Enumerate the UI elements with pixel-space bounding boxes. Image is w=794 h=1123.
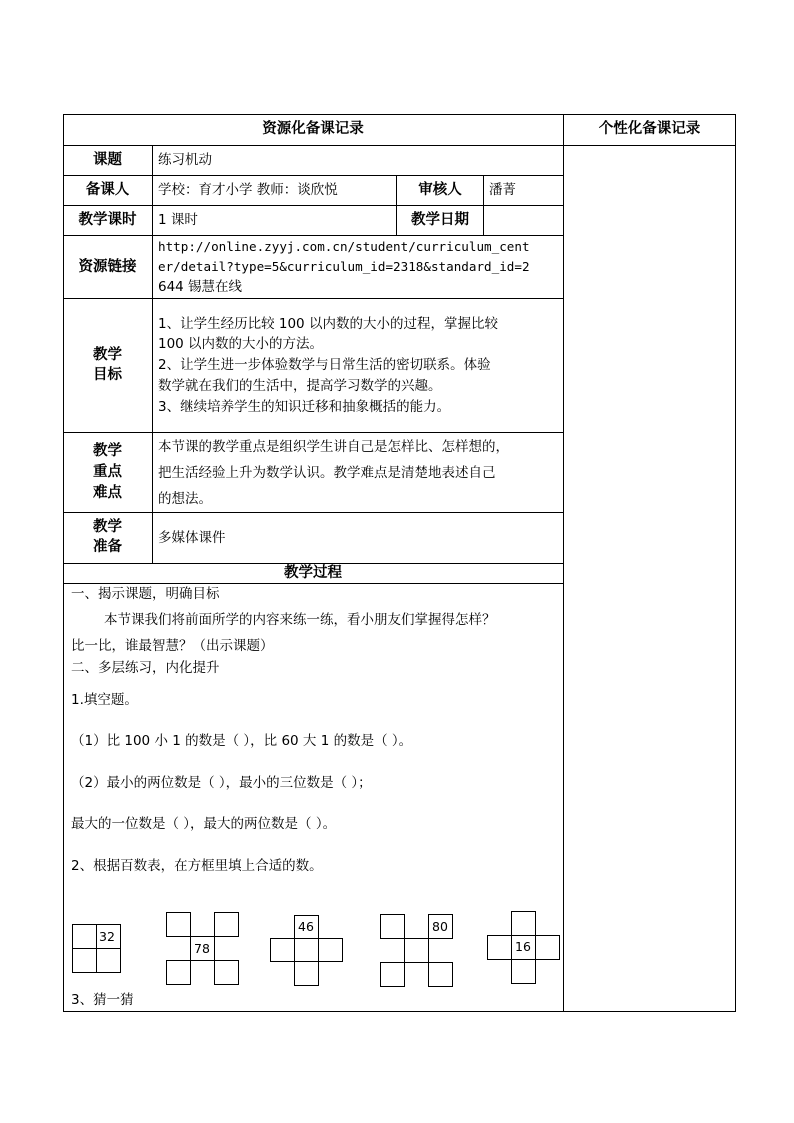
exercise-title: 1.填空题。: [71, 692, 138, 708]
key-points-label: 教学: [93, 443, 122, 459]
process-heading: 二、多层练习，内化提升: [71, 660, 220, 676]
reviewer-value: 潘菁: [489, 182, 516, 198]
grid-cell[interactable]: [487, 935, 512, 960]
key-points-line: 本节课的教学重点是组织学生讲自己是怎样比、怎样想的，: [158, 439, 509, 455]
goals-line: 1、让学生经历比较 100 以内数的大小的过程，掌握比较: [158, 316, 498, 332]
grid-cell[interactable]: [511, 911, 536, 936]
resource-link-line: 644 锡慧在线: [158, 279, 243, 295]
preparation-label: 教学: [93, 519, 122, 535]
key-points-line: 把生活经验上升为数学认识。教学难点是清楚地表述自己: [158, 465, 496, 481]
right-column-title: 个性化备课记录: [598, 121, 701, 137]
topic-label: 课题: [93, 152, 122, 168]
preparation-label: 准备: [93, 539, 122, 555]
row-line: [63, 298, 564, 299]
grid-cell[interactable]: [535, 935, 560, 960]
resource-link-line[interactable]: er/detail?type=5&curriculum_id=2318&standard_id=2: [158, 259, 530, 274]
preparer-label: 备课人: [85, 182, 130, 198]
label-column-divider: [152, 145, 153, 564]
row-line: [63, 145, 564, 146]
row-line: [563, 145, 736, 146]
process-heading: 一、揭示课题，明确目标: [71, 586, 220, 602]
grid-number: 16: [515, 939, 531, 954]
grid-cell[interactable]: [404, 938, 429, 963]
grid-cell[interactable]: [380, 962, 405, 987]
goals-line: 100 以内数的大小的方法。: [158, 336, 324, 352]
exercise-title: 3、猜一猜: [71, 992, 134, 1008]
grid-cell[interactable]: [511, 959, 536, 984]
grid-number: 78: [194, 941, 210, 956]
grid-cell[interactable]: [318, 938, 343, 962]
exercise-item: 最大的一位数是（ ），最大的两位数是（ ）。: [71, 816, 337, 832]
process-paragraph: 比一比，谁最智慧？（出示课题）: [71, 638, 274, 654]
grid-cell[interactable]: [270, 938, 295, 962]
key-points-label: 难点: [93, 485, 122, 501]
grid-cell[interactable]: [166, 912, 191, 937]
topic-value: 练习机动: [158, 152, 212, 168]
row-line: [63, 175, 564, 176]
date-label: 教学日期: [411, 212, 469, 228]
reviewer-label: 审核人: [418, 182, 462, 198]
goals-line: 2、让学生进一步体验数学与日常生活的密切联系。体验: [158, 357, 491, 373]
grid-cell[interactable]: [166, 960, 191, 985]
goals-line: 数学就在我们的生活中，提高学习数学的兴趣。: [158, 378, 442, 394]
resource-link-line[interactable]: http://online.zyyj.com.cn/student/curriculum_cent: [158, 239, 530, 254]
preparer-value: 学校：育才小学 教师：谈欣悦: [158, 182, 338, 198]
goals-line: 3、继续培养学生的知识迁移和抽象概括的能力。: [158, 399, 451, 415]
grid-cell[interactable]: [428, 962, 453, 987]
goals-label: 目标: [93, 367, 122, 383]
exercise-title: 2、根据百数表，在方框里填上合适的数。: [71, 858, 323, 874]
process-title: 教学过程: [284, 565, 342, 581]
table-border-top: [63, 114, 736, 115]
table-border-bottom: [63, 1011, 736, 1012]
hours-value: 1 课时: [158, 212, 198, 228]
resource-label: 资源链接: [78, 259, 137, 275]
exercise-item: （2）最小的两位数是（ ），最小的三位数是（ ）；: [71, 775, 372, 791]
grid-cell[interactable]: [214, 960, 239, 985]
grid-cell[interactable]: [294, 938, 319, 962]
hours-label: 教学课时: [78, 212, 137, 228]
row-line: [63, 512, 564, 513]
row-line: [63, 205, 564, 206]
reviewer-divider-right: [483, 175, 484, 236]
row-line: [63, 235, 564, 236]
grid-cell[interactable]: [72, 948, 97, 973]
grid-cell[interactable]: [72, 924, 97, 949]
grid-number: 46: [298, 919, 314, 934]
table-border-right: [735, 114, 736, 1012]
grid-number: 80: [432, 919, 448, 934]
grid-number: 32: [99, 929, 115, 944]
exercise-item: （1）比 100 小 1 的数是（ ），比 60 大 1 的数是（ ）。: [71, 733, 413, 749]
process-paragraph: 本节课我们将前面所学的内容来练一练，看小朋友们掌握得怎样？: [104, 612, 496, 628]
grid-cell[interactable]: [294, 961, 319, 986]
key-points-line: 的想法。: [158, 491, 212, 507]
goals-label: 教学: [93, 347, 122, 363]
grid-cell[interactable]: [214, 912, 239, 937]
left-column-title: 资源化备课记录: [262, 121, 364, 137]
key-points-label: 重点: [93, 464, 122, 480]
grid-cell[interactable]: [380, 914, 405, 939]
preparation-value: 多媒体课件: [158, 530, 226, 546]
row-line: [63, 432, 564, 433]
grid-cell[interactable]: [96, 948, 121, 973]
